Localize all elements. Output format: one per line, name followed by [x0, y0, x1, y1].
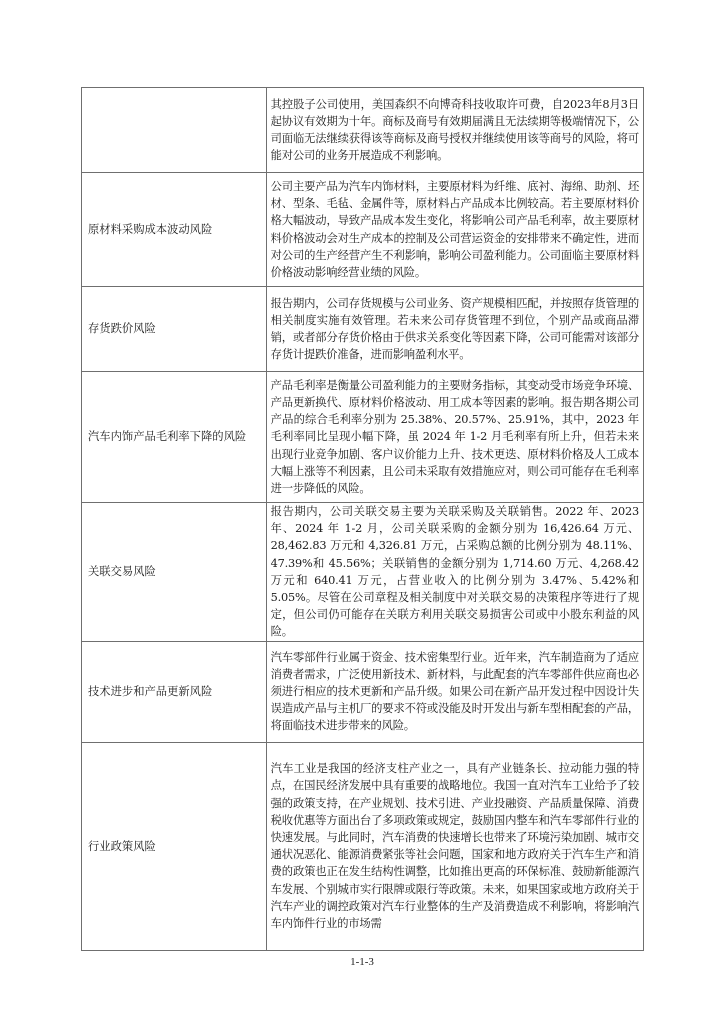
- risk-name: 技术进步和产品更新风险: [88, 685, 213, 699]
- risk-name-cell: [82, 742, 267, 950]
- risk-name: 汽车内饰产品毛利率下降的风险: [88, 430, 247, 444]
- table-row: [82, 641, 644, 742]
- risk-name-cell: [82, 641, 267, 742]
- page-number: 1-1-3: [350, 956, 374, 968]
- risk-description: 公司主要产品为汽车内饰材料，主要原材料为纤维、底衬、海绵、助剂、坯材、型条、毛毡、金属件等，原材料占产品成本比例较高。若主要原材料价格大幅波动，导致产品成本发生变化，将影响公司产品毛利率，故主要原材料价格波动会对生产成本的控制及公司营运资金的安排带来不确定性，进而对公司的生产经营产生不利影响，影响公司盈利能力。公司面临主要原材料价格波动影响经营业绩的风险。: [266, 173, 643, 287]
- risk-name: 存货跌价风险: [88, 322, 156, 336]
- risk-description: 报告期内，公司存货规模与公司业务、资产规模相匹配，并按照存货管理的相关制度实施有效管理。若未来公司存货管理不到位，个别产品或商品滞销，或者部分存货价格由于供求关系变化等因素下降，公司可能需对该部分存货计提跌价准备，进而影响盈利水平。: [266, 287, 643, 372]
- risk-name-cell: [82, 88, 267, 173]
- risk-name-cell: [82, 287, 267, 372]
- risk-name-cell: [82, 503, 267, 642]
- risk-description: 汽车工业是我国的经济支柱产业之一，具有产业链条长、拉动能力强的特点，在国民经济发展中具有重要的战略地位。我国一直对汽车工业给予了较强的政策支持，在产业规划、技术引进、产业投融资、产品质量保障、消费税收优惠等方面出台了多项政策或规定，鼓励国内整车和汽车零部件行业的快速发展。与此同时，汽车消费的快速增长也带来了环境污染加剧、城市交通状况恶化、能源消费紧张等社会问题，国家和地方政府关于汽车生产和消费的政策也正在发生结构性调整，比如推出更高的环保标准、鼓励新能源汽车发展、个别城市实行限牌或限行等政策。未来，如果国家或地方政府关于汽车产业的调控政策对汽车行业整体的生产及消费造成不利影响，将影响汽车内饰件行业的市场需: [266, 742, 643, 950]
- table-row: [82, 372, 644, 503]
- risk-description: 产品毛利率是衡量公司盈利能力的主要财务指标，其变动受市场竞争环境、产品更新换代、原材料价格波动、用工成本等因素的影响。报告期各期公司产品的综合毛利率分别为 25.38%、20.57%、25.91%，其中，2023 年毛利率同比呈现小幅下降，虽 2024 年 1-2 月毛利率有所上升，但若未来出现行业竞争加剧、客户议价能力上升、技术更迭、原材料价格及人工成本大幅上涨等不利因素，且公司未采取有效措施应对，则公司可能存在毛利率进一步降低的风险。: [266, 372, 643, 503]
- risk-name-cell: [82, 173, 267, 287]
- table-row: [82, 742, 644, 950]
- risk-description: 其控股子公司使用，美国森织不向博奇科技收取许可费，自2023年8月3日起协议有效期为十年。商标及商号有效期届满且无法续期等极端情况下，公司面临无法继续获得该等商标及商号授权并继续使用该等商号的风险，将可能对公司的业务开展造成不利影响。: [266, 88, 643, 173]
- risk-name: 行业政策风险: [88, 839, 156, 853]
- table-row: [82, 503, 644, 642]
- risk-name-cell: [82, 372, 267, 503]
- table-row: [82, 173, 644, 287]
- risk-table: [81, 87, 644, 951]
- table-row: [82, 88, 644, 173]
- table-row: [82, 287, 644, 372]
- risk-description: 报告期内，公司关联交易主要为关联采购及关联销售。2022 年、2023 年、2024 年 1-2 月，公司关联采购的金额分别为 16,426.64 万元、28,462.83 万元和 4,326.81 万元，占采购总额的比例分别为 48.11%、47.39%和 45.56%；关联销售的金额分别为 1,714.60 万元、4,268.42 万元和 640.41 万元，占营业收入的比例分别为 3.47%、5.42%和 5.05%。尽管在公司章程及相关制度中对关联交易的决策程序等进行了规定，但公司仍可能存在关联方利用关联交易损害公司或中小股东利益的风险。: [266, 503, 643, 642]
- risk-name: 原材料采购成本波动风险: [88, 222, 213, 236]
- risk-name: 关联交易风险: [88, 565, 156, 579]
- risk-description: 汽车零部件行业属于资金、技术密集型行业。近年来，汽车制造商为了适应消费者需求，广泛使用新技术、新材料，与此配套的汽车零部件供应商也必须进行相应的技术更新和产品升级。如果公司在新产品开发过程中因设计失误造成产品与主机厂的要求不符或没能及时开发出与新车型相配套的产品，将面临技术进步带来的风险。: [266, 641, 643, 742]
